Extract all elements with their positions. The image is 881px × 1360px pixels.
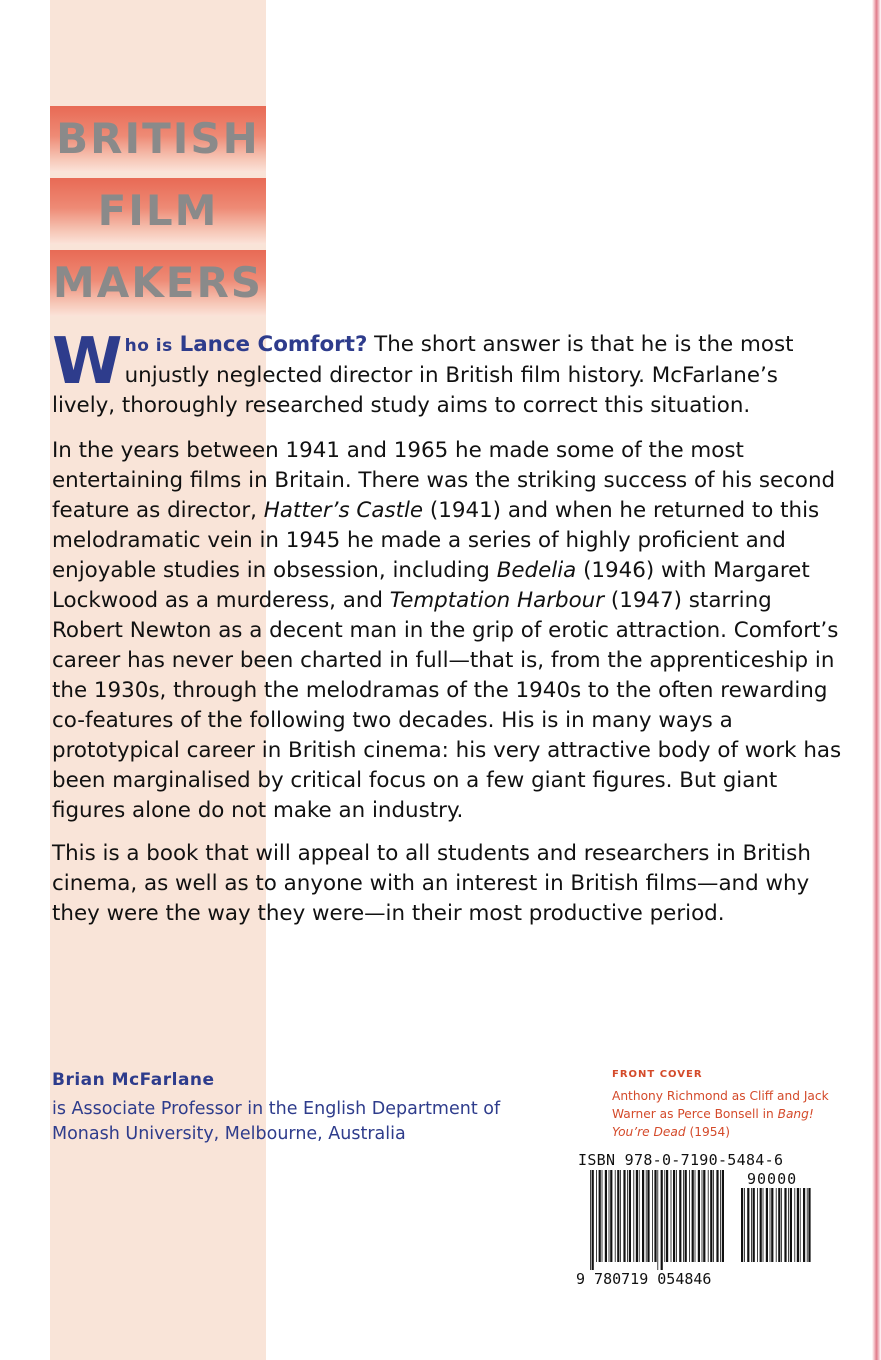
author-bio: is Associate Professor in the English Department of Monash University, Melbourne, Australia [52,1099,501,1144]
barcode-bar [808,1188,810,1262]
barcode-bar [708,1170,709,1262]
spine-edge-stripe [872,0,881,1360]
caption-film-title: Bang! You’re Dead [612,1107,814,1139]
caption-text-b: (1954) [689,1125,731,1139]
barcode-bar [646,1170,647,1262]
barcode-bar [720,1170,721,1262]
barcode-bar [803,1188,805,1262]
barcode-bar [710,1170,712,1262]
barcode-bar [722,1170,724,1262]
barcode-bar [770,1188,771,1262]
intro-text: The short answer is that he is the most unjustly neglected director in British film history. McFarlane’s lively, thoroughly researched study aims to correct this situation. [52,332,794,418]
barcode-bar [615,1170,616,1262]
career-text-a: In the years between 1941 and 1965 he made some of the most entertaining films in Britain. There was the striking success of his second feature as director, [52,438,836,523]
blurb-paragraph-appeal: This is a book that will appeal to all students and researchers in British cinema, as well as to anyone with an interest in British films—and why they were the way they were—in their most productive period. [52,841,811,926]
barcode-bar [794,1188,795,1262]
barcode-bar [692,1170,694,1262]
barcode-bar [685,1170,687,1262]
barcode-bar [654,1170,656,1262]
barcode-bar [747,1188,749,1262]
barcode-bar [683,1170,684,1262]
barcode-bar [661,1170,663,1270]
blurb-paragraph-career [52,436,842,826]
barcode-bar [609,1170,610,1262]
barcode-bar [629,1170,631,1262]
barcode-bar [617,1170,619,1262]
barcode-bar [760,1188,762,1262]
barcode-bar [716,1170,718,1262]
barcode-bar [592,1170,594,1270]
author-name: Brian McFarlane [52,1070,215,1090]
series-title-british: BRITISH [50,106,266,172]
lead-in-name: Lance Comfort? [179,332,368,357]
film-title-temptation-harbour: Temptation Harbour [389,588,605,613]
barcode-bar [776,1188,777,1262]
barcode-bar [590,1170,591,1270]
barcode-bar [599,1170,601,1262]
barcode-bar [666,1170,668,1262]
barcode-bar [610,1170,612,1262]
barcode-bar [602,1170,603,1262]
barcode-bar [633,1170,634,1262]
barcode-bar [788,1188,789,1262]
barcode-bar [784,1188,786,1262]
drop-cap: W [52,325,123,399]
barcode-bar [766,1188,768,1262]
ean-barcode [590,1170,728,1270]
barcode-bar [689,1170,690,1262]
barcode-bar [744,1188,745,1262]
isbn-text: ISBN 978-0-7190-5484-6 [578,1151,784,1169]
barcode-bar [753,1188,755,1262]
front-cover-caption [612,1087,852,1141]
barcode-bar [673,1170,675,1262]
film-title-hatters-castle: Hatter’s Castle [263,498,424,523]
film-title-bedelia: Bedelia [496,558,577,583]
barcode-bar [639,1170,640,1262]
addon-barcode [741,1188,811,1270]
barcode-bar [778,1188,780,1262]
barcode-bar [713,1170,714,1262]
barcode-bar [695,1170,696,1262]
barcode-bar [671,1170,672,1262]
front-cover-label: FRONT COVER [612,1069,703,1080]
addon-digits: 90000 [747,1170,798,1188]
barcode-bar [698,1170,700,1262]
barcode-bar [702,1170,703,1262]
barcode-bar [807,1188,808,1262]
barcode-bar [751,1188,752,1262]
series-title-makers: MAKERS [50,250,266,316]
barcode-bar [757,1188,758,1262]
series-title-film: FILM [50,178,266,244]
barcode-bar [781,1188,782,1262]
barcode-bar [664,1170,665,1262]
barcode-bar [642,1170,644,1262]
barcode-bar [652,1170,653,1262]
barcode-bar [620,1170,621,1262]
barcode-bar [676,1170,677,1262]
blurb-paragraph-intro [52,325,842,421]
lead-in-text: ho is [124,336,173,356]
barcode-bar [605,1170,607,1262]
barcode-bar [800,1188,801,1262]
career-text-b: (1941) and when he returned to this melodramatic vein in 1945 he made a series of highly proficient and enjoyable studies in obsession, including [52,498,820,583]
barcode-bar [790,1188,792,1262]
caption-text-a: Anthony Richmond as Cliff and Jack Warner as Perce Bonsell in [612,1089,829,1121]
career-text-c: (1946) with Margaret Lockwood as a murderess, and [52,558,810,613]
barcode-bar [636,1170,638,1262]
barcode-bar [657,1170,658,1270]
barcode-bar [596,1170,597,1262]
barcode-bar [763,1188,764,1262]
ean-digits: 9 780719 054846 [576,1270,712,1288]
barcode-bar [647,1170,649,1262]
barcode-bar [703,1170,705,1262]
barcode-bar [679,1170,681,1262]
barcode-bar [771,1188,773,1262]
barcode-bar [741,1188,743,1262]
career-text-d: (1947) starring Robert Newton as a decent man in the grip of erotic attraction. Comfort’s career has never been charted in full—that is, from the apprenticeship in the 1930s, through the melodramas of the 1940s to the often rewarding co-features of the following two decades. His is in many ways a prototypical career in British cinema: his very attractive body of work has been marginalised by critical focus on a few giant figures. But giant figures alone do not make an industry. [52,588,842,823]
barcode-bar [623,1170,625,1262]
barcode-bar [627,1170,628,1262]
barcode-bar [797,1188,799,1262]
